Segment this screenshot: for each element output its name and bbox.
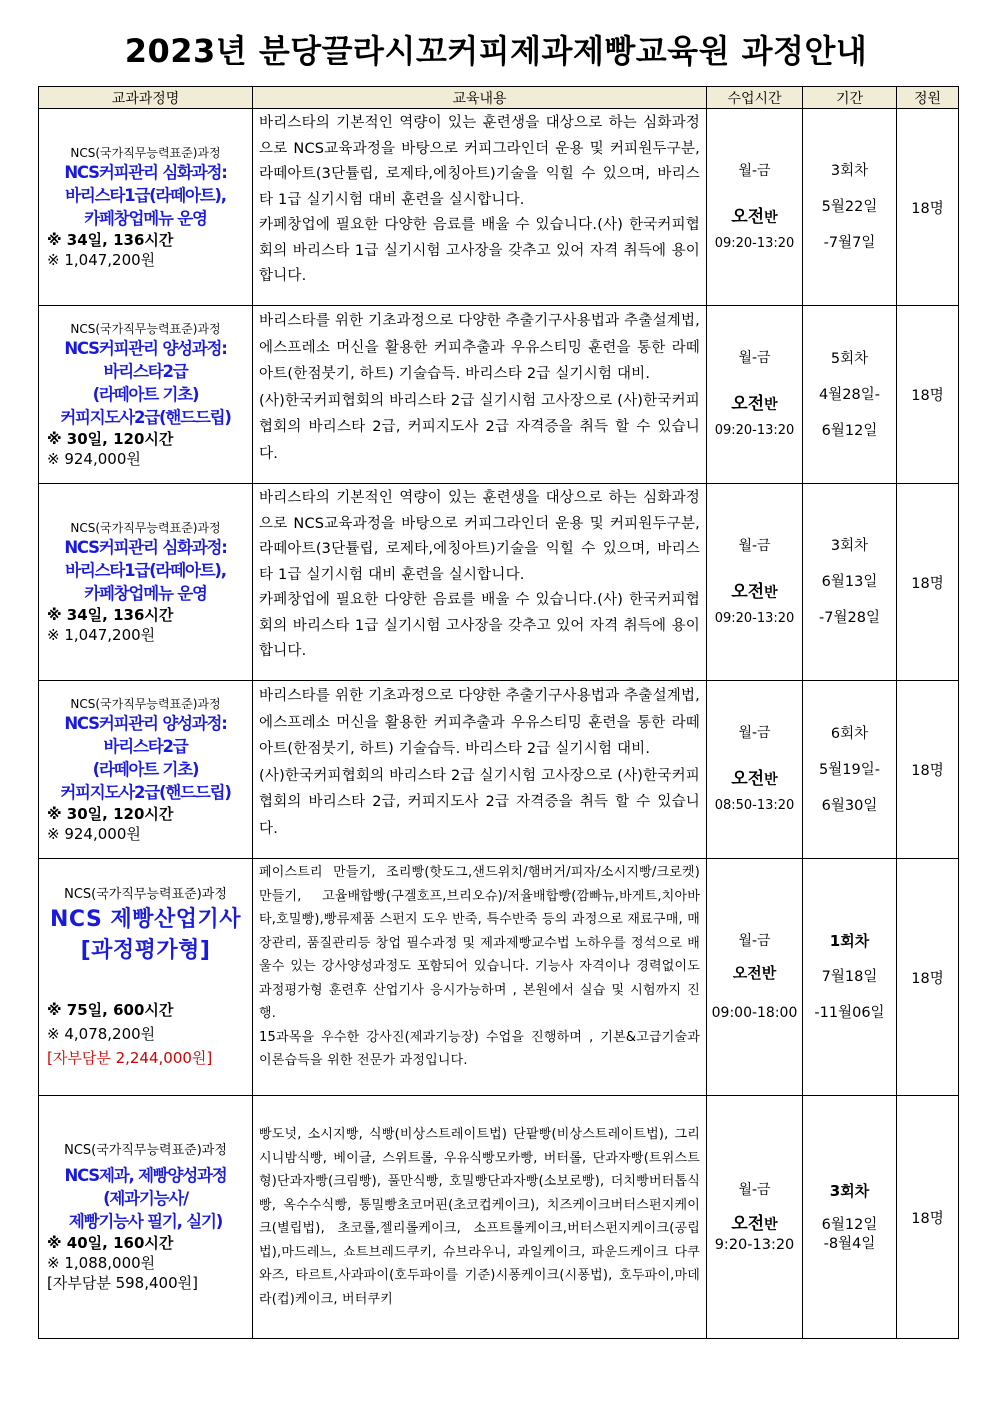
class-days: 월-금 <box>738 1181 771 1198</box>
capacity-cell <box>897 1096 959 1339</box>
session-number: 3회차 <box>830 538 869 554</box>
period-cell <box>803 306 897 484</box>
class-session-type: 오전반 <box>731 581 778 602</box>
content-paragraph: 15과목을 우수한 강사진(제과기능장) 수업을 진행하며 , 기본&고급기술과 이론습득을 위한 전문가 과정입니다. <box>259 1029 700 1068</box>
course-fee: ※ 924,000원 <box>47 449 141 468</box>
capacity-cell <box>897 681 959 859</box>
course-days-hours: ※ 30일, 120시간 <box>47 804 174 823</box>
content-paragraph: 카페창업에 필요한 다양한 음료를 배울 수 있습니다.(사) 한국커피협회의 바리스타 1급 실기시험 고사장을 갖추고 있어 자격 취득에 용이합니다. <box>259 592 700 659</box>
course-content-cell <box>253 859 707 1096</box>
course-title-line: (제과기능사/ <box>103 1188 188 1208</box>
course-content-cell <box>253 1096 707 1339</box>
capacity-value: 18명 <box>911 970 944 987</box>
class-days: 월-금 <box>738 350 771 366</box>
course-days-hours: ※ 75일, 600시간 <box>47 1001 174 1019</box>
period-end: -7월28일 <box>819 610 880 626</box>
header-time: 수업시간 <box>707 87 803 109</box>
ncs-label: NCS(국가직무능력표준)과정 <box>64 887 227 902</box>
capacity-value: 18명 <box>911 1210 944 1227</box>
period-end: 6월12일 <box>821 422 878 439</box>
course-fee: ※ 1,088,000원 <box>47 1253 156 1272</box>
class-hours: 9:20-13:20 <box>714 1236 795 1253</box>
period-start: 4월28일- <box>819 386 880 403</box>
course-row <box>39 484 959 681</box>
class-session-type: 오전반 <box>731 394 778 414</box>
content-paragraph: (사)한국커피협회의 바리스타 2급 실기시험 고사장으로 (사)한국커피협회의 바리스타 2급, 커피지도사 2급 자격증을 취득 할 수 있습니다. <box>259 767 700 837</box>
period-end: -8월4일 <box>823 1236 876 1252</box>
class-days: 월-금 <box>738 537 771 554</box>
capacity-value: 18명 <box>911 388 944 404</box>
class-time-cell <box>707 484 803 681</box>
course-days-hours: ※ 40일, 160시간 <box>47 1233 174 1252</box>
content-paragraph: 바리스타를 위한 기초과정으로 다양한 추출기구사용법과 추출설계법, 에스프레소 머신을 활용한 커피추출과 우유스티밍 훈련을 통한 라떼아트(한점붓기, 하트) 기술습득. 바리스타 2급 실기시험 대비. <box>259 313 700 382</box>
page-title: 2023년 분당끌라시꼬커피제과제빵교육원 과정안내 <box>124 32 868 70</box>
content-paragraph: 카페창업에 필요한 다양한 음료를 배울 수 있습니다.(사) 한국커피협회의 바리스타 1급 실기시험 고사장을 갖추고 있어 자격 취득에 용이합니다. <box>259 217 700 284</box>
course-content-cell <box>253 109 707 306</box>
period-cell <box>803 1096 897 1339</box>
course-title-line: 카페창업메뉴 운영 <box>84 583 207 603</box>
course-title-line: NCS커피관리 심화과정: <box>64 537 227 557</box>
period-cell <box>803 859 897 1096</box>
content-paragraph: 빵도넛, 소시지빵, 식빵(비상스트레이트법) 단팥빵(비상스트레이트법), 그리시니밤식빵, 베이글, 스위트롤, 우유식빵모카빵, 버터롤, 단과자빵(트위스트형)단과자빵(크림빵), 풀만식빵, 호밀빵단과자빵(소보로빵), 더치빵버터톱식빵, 옥수수식빵, 통밀빵초코머핀(초코컵케이크), 치즈케이크버터스펀지케이크(별립법), 초코롤,젤리롤케이크, 소프트롤케이크,버터스펀지케이크(공립법),마드레느, 쇼트브레드쿠키, 슈브라우니, 과일케이크, 파운드케이크 다쿠와즈, 타르트,사과파이(호두파이를 기준)시퐁케이크(시퐁법), 호두파이,마데라(컵)케이크, 버터쿠키 <box>259 1127 700 1307</box>
period-cell <box>803 484 897 681</box>
period-start: 5월22일 <box>821 199 878 215</box>
course-title-line: 제빵기능사 필기, 실기) <box>68 1211 223 1231</box>
class-hours: 09:20-13:20 <box>714 423 795 438</box>
course-title-line: (라떼아트 기초) <box>92 759 199 779</box>
period-start: 5월19일- <box>819 761 880 778</box>
class-time-cell <box>707 681 803 859</box>
header-capacity: 정원 <box>897 87 959 109</box>
capacity-cell <box>897 484 959 681</box>
period-start: 7월18일 <box>821 969 878 985</box>
course-title-line: 커피지도사2급(핸드드립) <box>60 407 231 427</box>
class-time-cell <box>707 859 803 1096</box>
course-title-line: 카페창업메뉴 운영 <box>84 208 207 228</box>
capacity-value: 18명 <box>911 200 944 217</box>
course-table <box>38 86 959 1339</box>
content-paragraph: 바리스타를 위한 기초과정으로 다양한 추출기구사용법과 추출설계법, 에스프레소 머신을 활용한 커피추출과 우유스티밍 훈련을 통한 라떼아트(한점붓기, 하트) 기술습득. 바리스타 2급 실기시험 대비. <box>259 688 700 757</box>
content-paragraph: (사)한국커피협회의 바리스타 2급 실기시험 고사장으로 (사)한국커피협회의 바리스타 2급, 커피지도사 2급 자격증을 취득 할 수 있습니다. <box>259 392 700 462</box>
class-session-type: 오전반 <box>731 769 778 789</box>
class-time-cell <box>707 306 803 484</box>
course-title-line: NCS커피관리 양성과정: <box>64 338 227 358</box>
class-hours: 08:50-13:20 <box>714 798 795 813</box>
capacity-cell <box>897 109 959 306</box>
course-title-line: NCS커피관리 양성과정: <box>64 713 227 733</box>
session-number: 5회차 <box>830 350 869 367</box>
period-start: 6월12일 <box>821 1217 878 1233</box>
ncs-label: NCS(국가직무능력표준)과정 <box>70 520 221 535</box>
course-days-hours: ※ 34일, 136시간 <box>47 605 174 624</box>
course-content-cell <box>253 484 707 681</box>
header-row <box>39 87 959 109</box>
course-row <box>39 859 959 1096</box>
course-fee: ※ 924,000원 <box>47 824 141 843</box>
content-paragraph: 바리스타의 기본적인 역량이 있는 훈련생을 대상으로 하는 심화과정으로 NCS교육과정을 바탕으로 커피그라인더 운용 및 커피원두구분, 라떼아트(3단튤립, 로제타,에칭아트)기술을 익힐 수 있으며, 바리스타 1급 실기시험 대비 훈련을 실시합니다. <box>259 115 700 208</box>
course-fee: ※ 1,047,200원 <box>47 250 156 269</box>
class-hours: 09:20-13:20 <box>714 235 795 251</box>
course-content-cell <box>253 306 707 484</box>
course-title-line: (라떼아트 기초) <box>92 384 199 404</box>
capacity-value: 18명 <box>911 575 944 592</box>
class-session-type: 오전반 <box>731 1213 778 1234</box>
course-name-cell <box>39 109 253 306</box>
course-name-cell <box>39 306 253 484</box>
session-number: 3회차 <box>829 1182 870 1200</box>
class-session-type: 오전반 <box>732 964 777 982</box>
class-hours: 09:20-13:20 <box>714 610 795 626</box>
course-name-cell <box>39 859 253 1096</box>
course-fee: ※ 4,078,200원 <box>47 1025 156 1043</box>
class-time-cell <box>707 109 803 306</box>
capacity-value: 18명 <box>911 763 944 779</box>
self-pay-amount: [자부담분 598,400원] <box>47 1273 198 1292</box>
course-days-hours: ※ 30일, 120시간 <box>47 429 174 448</box>
ncs-label: NCS(국가직무능력표준)과정 <box>70 145 221 160</box>
ncs-label: NCS(국가직무능력표준)과정 <box>70 696 221 711</box>
period-end: 6월30일 <box>821 797 878 814</box>
course-fee: ※ 1,047,200원 <box>47 625 156 644</box>
header-period: 기간 <box>803 87 897 109</box>
period-cell <box>803 681 897 859</box>
capacity-cell <box>897 306 959 484</box>
class-hours: 09:00-18:00 <box>711 1005 798 1021</box>
session-number: 3회차 <box>830 163 869 179</box>
ncs-label: NCS(국가직무능력표준)과정 <box>70 321 221 336</box>
self-pay-amount: [자부담분 2,244,000원] <box>47 1049 213 1067</box>
class-days: 월-금 <box>738 725 771 741</box>
course-title-line: 커피지도사2급(핸드드립) <box>60 782 231 802</box>
course-name-cell <box>39 484 253 681</box>
class-time-cell <box>707 1096 803 1339</box>
course-title-line: [과정평가형] <box>80 938 211 963</box>
course-title-line: 바리스타1급(라떼아트), <box>65 560 226 580</box>
capacity-cell <box>897 859 959 1096</box>
ncs-label: NCS(국가직무능력표준)과정 <box>64 1142 227 1158</box>
course-name-cell <box>39 681 253 859</box>
header-content: 교육내용 <box>253 87 707 109</box>
course-title-line: NCS 제빵산업기사 <box>50 907 241 932</box>
class-session-type: 오전반 <box>731 206 778 227</box>
period-start: 6월13일 <box>821 574 878 590</box>
course-title-line: 바리스타2급 <box>103 361 188 381</box>
course-row <box>39 1096 959 1339</box>
content-paragraph: 페이스트리 만들기, 조리빵(핫도그,샌드위치/햄버거/피자/소시지빵/크로켓)만들기, 고율배합빵(구겔호프,브리오슈)/저율배합빵(깜빠뉴,바게트,치아바타,호밀빵),빵류제품 스펀지 도우 반죽, 특수반죽 등의 과정으로 재료구매, 매장관리, 품질관리등 창업 필수과정 및 제과제빵교수법 노하우를 정석으로 배울수 있는 강사양성과정도 포함되어 있습니다. 기능사 자격이나 경력없이도 과정평가형 훈련후 산업기사 응시가능하며 , 본원에서 실습 및 시험까지 진행. <box>259 865 700 1021</box>
course-title-line: NCS제과, 제빵양성과정 <box>64 1165 227 1185</box>
period-end: -7월7일 <box>823 235 876 251</box>
course-title-line: 바리스타1급(라떼아트), <box>65 185 226 205</box>
course-row <box>39 109 959 306</box>
period-cell <box>803 109 897 306</box>
period-end: -11월06일 <box>814 1005 885 1021</box>
course-title-line: NCS커피관리 심화과정: <box>64 162 227 182</box>
course-title-line: 바리스타2급 <box>103 736 188 756</box>
course-row <box>39 681 959 859</box>
session-number: 1회차 <box>829 932 870 950</box>
session-number: 6회차 <box>830 725 869 742</box>
class-days: 월-금 <box>738 162 771 179</box>
content-paragraph: 바리스타의 기본적인 역량이 있는 훈련생을 대상으로 하는 심화과정으로 NCS교육과정을 바탕으로 커피그라인더 운용 및 커피원두구분, 라떼아트(3단튤립, 로제타,에칭아트)기술을 익힐 수 있으며, 바리스타 1급 실기시험 대비 훈련을 실시합니다. <box>259 490 700 583</box>
course-name-cell <box>39 1096 253 1339</box>
course-days-hours: ※ 34일, 136시간 <box>47 230 174 249</box>
header-course: 교과과정명 <box>39 87 253 109</box>
course-content-cell <box>253 681 707 859</box>
course-row <box>39 306 959 484</box>
class-days: 월-금 <box>738 933 771 949</box>
